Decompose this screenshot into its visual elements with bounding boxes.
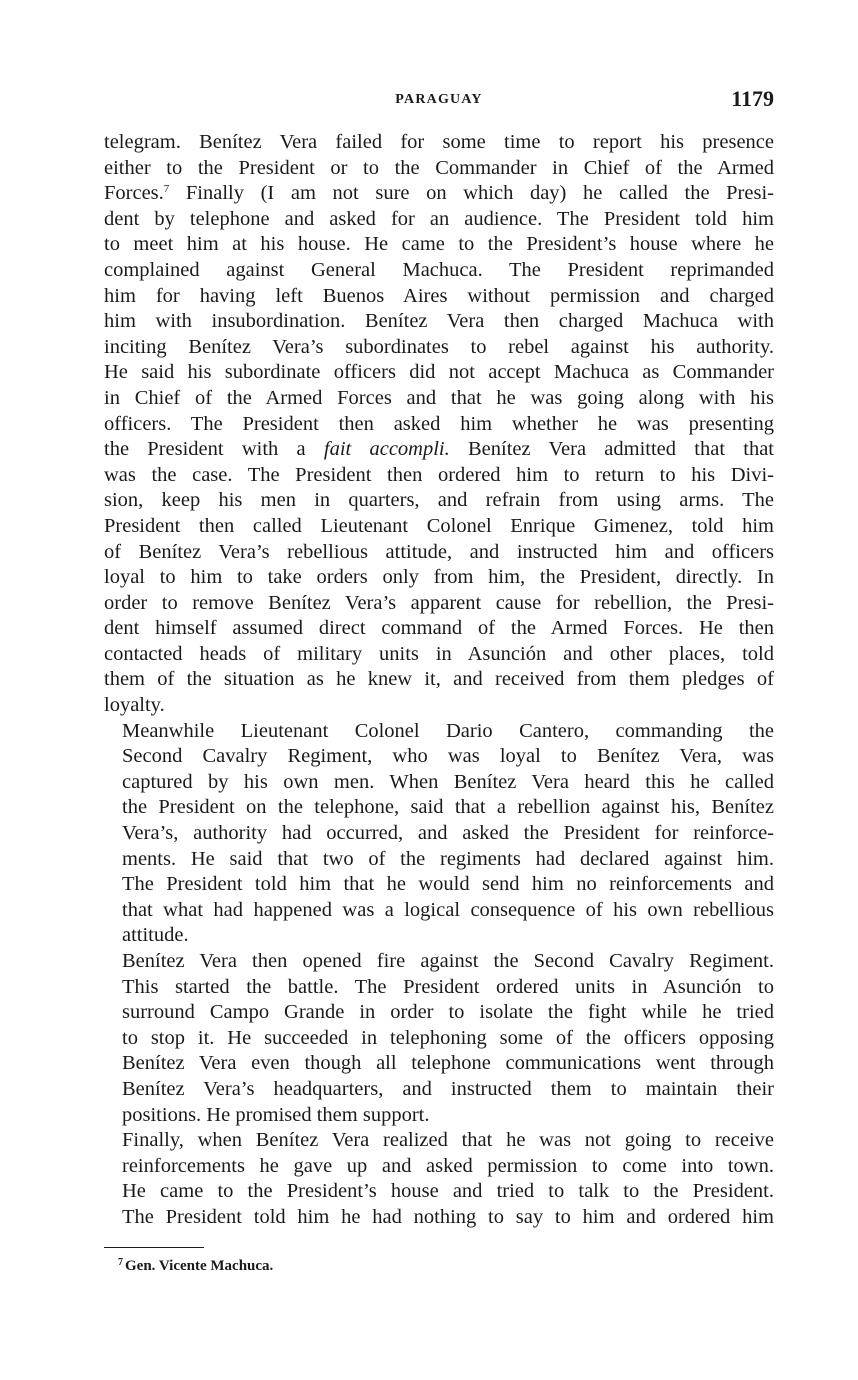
text-line: either to the President or to the Commander in Chief of the Armed (104, 156, 774, 179)
text-line: the President on the telephone, said that a rebellion against his, Benítez (122, 796, 774, 819)
footnote (118, 1258, 273, 1275)
text-line: sion, keep his men in quarters, and refrain from using arms. The (104, 489, 774, 512)
text-line: dent himself assumed direct command of the Armed Forces. He then (104, 617, 774, 640)
text-line: him with insubordination. Benítez Vera then charged Machuca with (104, 310, 774, 333)
text-line: positions. He promised them support. (122, 1103, 430, 1126)
paragraph (104, 949, 774, 1128)
text-run: Forces. (104, 182, 164, 205)
text-line: loyal to him to take orders only from him, the President, directly. In (104, 566, 774, 589)
footnote-text: Gen. Vicente Machuca. (125, 1258, 274, 1274)
text-line: President then called Lieutenant Colonel Enrique Gimenez, told him (104, 514, 774, 537)
text-line: officers. The President then asked him whether he was presenting (104, 412, 774, 435)
text-line: reinforcements he gave up and asked permission to come into town. (122, 1154, 774, 1177)
italic-phrase: fait accompli. (323, 438, 450, 461)
text-line: dent by telephone and asked for an audience. The President told him (104, 207, 774, 230)
text-line: Benítez Vera then opened fire against the Second Cavalry Regiment. (122, 950, 774, 972)
text-line: inciting Benítez Vera’s subordinates to rebel against his authority. (104, 335, 774, 358)
paragraph (104, 719, 774, 949)
running-head (104, 86, 774, 116)
text-line: This started the battle. The President ordered units in Asunción to (122, 975, 774, 998)
body-text (104, 130, 774, 1231)
text-line: to meet him at his house. He came to the President’s house where he (104, 233, 774, 256)
text-line: of Benítez Vera’s rebellious attitude, and instructed him and officers (104, 540, 774, 563)
text-line: He said his subordinate officers did not accept Machuca as Commander (104, 361, 774, 384)
text-line: was the case. The President then ordered him to return to his Divi- (104, 463, 774, 486)
paragraph (104, 1128, 774, 1230)
text-line: telegram. Benítez Vera failed for some time to report his presence (104, 131, 774, 153)
text-line: loyalty. (104, 694, 165, 717)
text-line: contacted heads of military units in Asunción and other places, told (104, 642, 774, 665)
text-line: Benítez Vera’s headquarters, and instructed them to maintain their (122, 1077, 774, 1100)
text-line (104, 181, 774, 207)
text-line (104, 437, 774, 463)
text-line: that what had happened was a logical consequence of his own rebellious (122, 898, 774, 921)
text-line: Meanwhile Lieutenant Colonel Dario Cantero, commanding the (122, 719, 774, 742)
footnote-reference: 7 (163, 183, 170, 196)
text-line: them of the situation as he knew it, and received from them pledges of (104, 668, 774, 691)
text-line: Benítez Vera even though all telephone communications went through (122, 1052, 774, 1075)
text-line: captured by his own men. When Benítez Vera heard this he called (122, 770, 774, 793)
running-title: PARAGUAY (395, 92, 483, 107)
text-line: surround Campo Grande in order to isolate the fight while he tried (122, 1001, 774, 1024)
text-line: The President told him that he would send him no reinforcements and (122, 873, 774, 896)
text-line: him for having left Buenos Aires without permission and charged (104, 284, 774, 307)
text-run: Finally (I am not sure on which day) he called the Presi- (169, 182, 774, 205)
text-line: order to remove Benítez Vera’s apparent cause for rebellion, the Presi- (104, 591, 774, 614)
text-line: Second Cavalry Regiment, who was loyal to Benítez Vera, was (122, 745, 774, 768)
text-line: complained against General Machuca. The President reprimanded (104, 258, 774, 281)
text-line: attitude. (122, 924, 189, 947)
text-line: Finally, when Benítez Vera realized that he was not going to receive (122, 1129, 774, 1152)
page-number: 1179 (731, 86, 774, 111)
paragraph (104, 130, 774, 719)
text-line: in Chief of the Armed Forces and that he was going along with his (104, 386, 774, 409)
text-run: Benítez Vera admitted that that (449, 438, 774, 461)
text-line: He came to the President’s house and tried to talk to the President. (122, 1180, 774, 1203)
text-line: to stop it. He succeeded in telephoning some of the officers opposing (122, 1026, 774, 1049)
footnote-divider (104, 1247, 204, 1248)
text-line: ments. He said that two of the regiments had declared against him. (122, 847, 774, 870)
footnote-marker: 7 (118, 1257, 123, 1268)
text-line: Vera’s, authority had occurred, and asked the President for reinforce- (122, 822, 774, 845)
text-line: The President told him he had nothing to say to him and ordered him (122, 1205, 774, 1228)
text-run: the President with a (104, 438, 324, 461)
